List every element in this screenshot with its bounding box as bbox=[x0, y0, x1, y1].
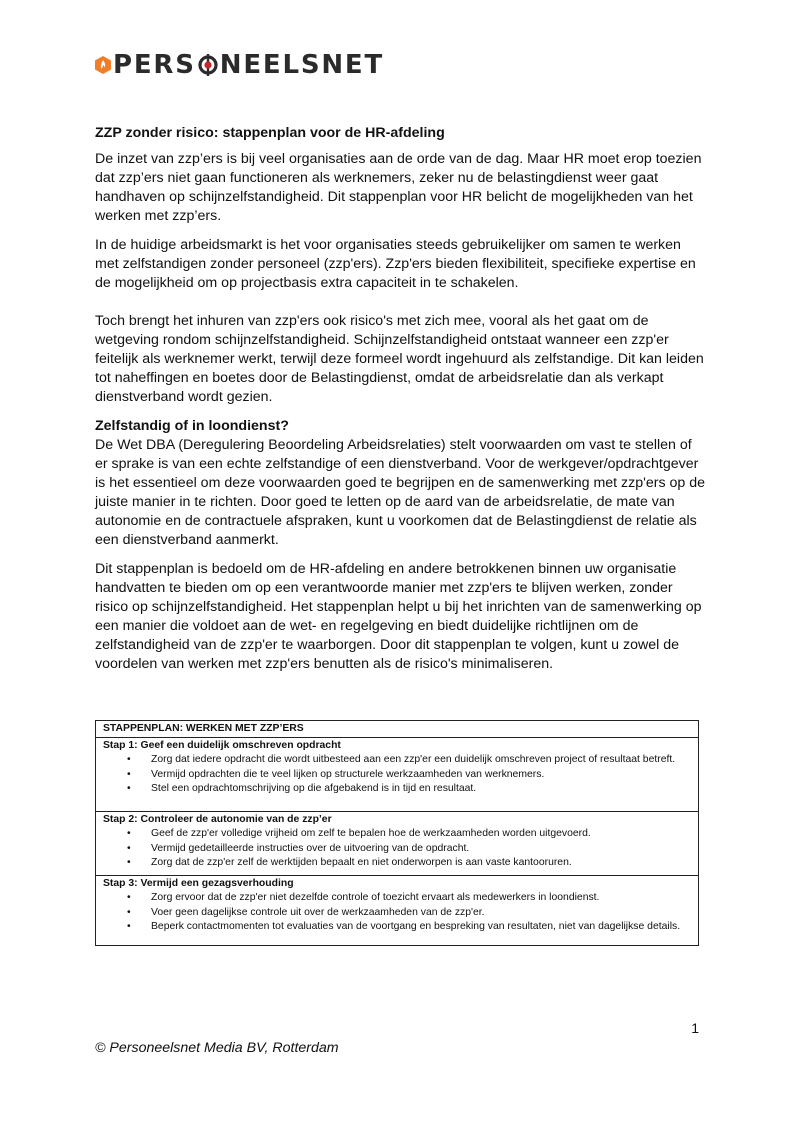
step-row-3 bbox=[96, 875, 699, 945]
step-cell-1 bbox=[96, 737, 699, 811]
step-list bbox=[103, 753, 691, 797]
paragraph-3: Toch brengt het inhuren van zzp'ers ook risico's met zich mee, vooral als het gaat om de wetgeving rondom schijnzelfstandigheid. Schijnzelfstandigheid ontstaat wanneer een zzp'er feitelijk als werknemer werkt, terwijl deze formeel wordt ingehuurd als zelfstandige. Dit kan leiden tot naheffingen en boetes door de Belastingdienst, omdat de arbeidsrelatie dan als verkapt dienstverband wordt gezien. bbox=[95, 313, 704, 405]
intro-paragraph: De inzet van zzp’ers is bij veel organisaties aan de orde van de dag. Maar HR moet erop toezien dat zzp’ers niet gaan functioneren als werknemers, zeker nu de belastingdienst weer gaat handhaven op schijnzelfstandigheid. Dit stappenplan voor HR belicht de mogelijkheden van het werken met zzp’ers. bbox=[95, 151, 702, 224]
step-cell-3 bbox=[96, 875, 699, 945]
section-heading: Zelfstandig of in loondienst? bbox=[95, 418, 289, 434]
target-o-icon bbox=[197, 54, 219, 76]
logo-text-part1: PERS bbox=[113, 50, 196, 80]
step-title: Stap 1: Geef een duidelijk omschreven opdracht bbox=[103, 739, 341, 751]
table-header: STAPPENPLAN: WERKEN MET ZZP’ERS bbox=[96, 721, 699, 738]
paragraph-2: In de huidige arbeidsmarkt is het voor organisaties steeds gebruikelijker om samen te werken met zelfstandigen zonder personeel (zzp'ers). Zzp'ers bieden flexibiliteit, specifieke expertise en de mogelijkheid om op projectbasis extra capaciteit in te schakelen. bbox=[95, 237, 696, 291]
step-title: Stap 3: Vermijd een gezagsverhouding bbox=[103, 877, 294, 889]
paragraph-5: Dit stappenplan is bedoeld om de HR-afdeling en andere betrokkenen binnen uw organisatie handvatten te bieden om op een verantwoorde manier met zzp'ers te blijven werken, zonder risico op schijnzelfstandigheid. Het stappenplan helpt u bij het inrichten van de samenwerking op een manier die voldoet aan de wet- en regelgeving en biedt duidelijke richtlijnen om de zelfstandigheid van de zzp'er te waarborgen. Door dit stappenplan te volgen, kunt u zowel de voordelen van werken met zzp'ers benutten als de risico's minimaliseren. bbox=[95, 561, 702, 672]
footer-copyright: © Personeelsnet Media BV, Rotterdam bbox=[95, 1040, 339, 1056]
paragraph-4: De Wet DBA (Deregulering Beoordeling Arbeidsrelaties) stelt voorwaarden om vast te stellen of er sprake is van een echte zelfstandige of een dienstverband. Voor de werkgever/opdrachtgever is het essentieel om deze voorwaarden goed te begrijpen en de samenwerking met zzp'ers op de juiste manier in te richten. Door goed te letten op de aard van de arbeidsrelatie, de mate van autonomie en de contractuele afspraken, kunt u voorkomen dat de Belastingdienst de relatie als een dienstverband aanmerkt. bbox=[95, 437, 705, 548]
personeelsnet-logo bbox=[95, 49, 384, 81]
list-item: • Vermijd opdrachten die te veel lijken op structurele werkzaamheden van werknemers. bbox=[151, 768, 691, 783]
list-item: • Geef de zzp'er volledige vrijheid om zelf te bepalen hoe de werkzaamheden worden uitgevoerd. bbox=[151, 827, 691, 842]
list-item: • Beperk contactmomenten tot evaluaties van de voortgang en bespreking van resultaten, niet van dagelijkse details. bbox=[151, 920, 691, 935]
flame-hexagon-icon bbox=[95, 56, 111, 74]
steps-table bbox=[95, 720, 699, 946]
document-body bbox=[95, 124, 705, 674]
list-item: • Voer geen dagelijkse controle uit over de werkzaamheden van de zzp'er. bbox=[151, 906, 691, 921]
list-item: • Zorg dat de zzp'er zelf de werktijden bepaalt en niet onderworpen is aan vaste kantooruren. bbox=[151, 856, 691, 871]
page-number: 1 bbox=[691, 1020, 699, 1036]
list-item: • Vermijd gedetailleerde instructies over de uitvoering van de opdracht. bbox=[151, 842, 691, 857]
list-item: • Zorg ervoor dat de zzp'er niet dezelfde controle of toezicht ervaart als medewerkers in loondienst. bbox=[151, 891, 691, 906]
step-list bbox=[103, 827, 691, 871]
logo-wordmark bbox=[113, 52, 384, 78]
table-header-row bbox=[96, 721, 699, 738]
document-title: ZZP zonder risico: stappenplan voor de HR-afdeling bbox=[95, 125, 445, 141]
step-row-2 bbox=[96, 811, 699, 875]
step-title: Stap 2: Controleer de autonomie van de zzp’er bbox=[103, 813, 332, 825]
step-list bbox=[103, 891, 691, 935]
list-item: • Stel een opdrachtomschrijving op die afgebakend is in tijd en resultaat. bbox=[151, 782, 691, 797]
step-cell-2 bbox=[96, 811, 699, 875]
step-row-1 bbox=[96, 737, 699, 811]
list-item: • Zorg dat iedere opdracht die wordt uitbesteed aan een zzp'er een duidelijk omschreven project of resultaat betreft. bbox=[151, 753, 691, 768]
logo-text-part2: NEELSNET bbox=[219, 50, 384, 80]
